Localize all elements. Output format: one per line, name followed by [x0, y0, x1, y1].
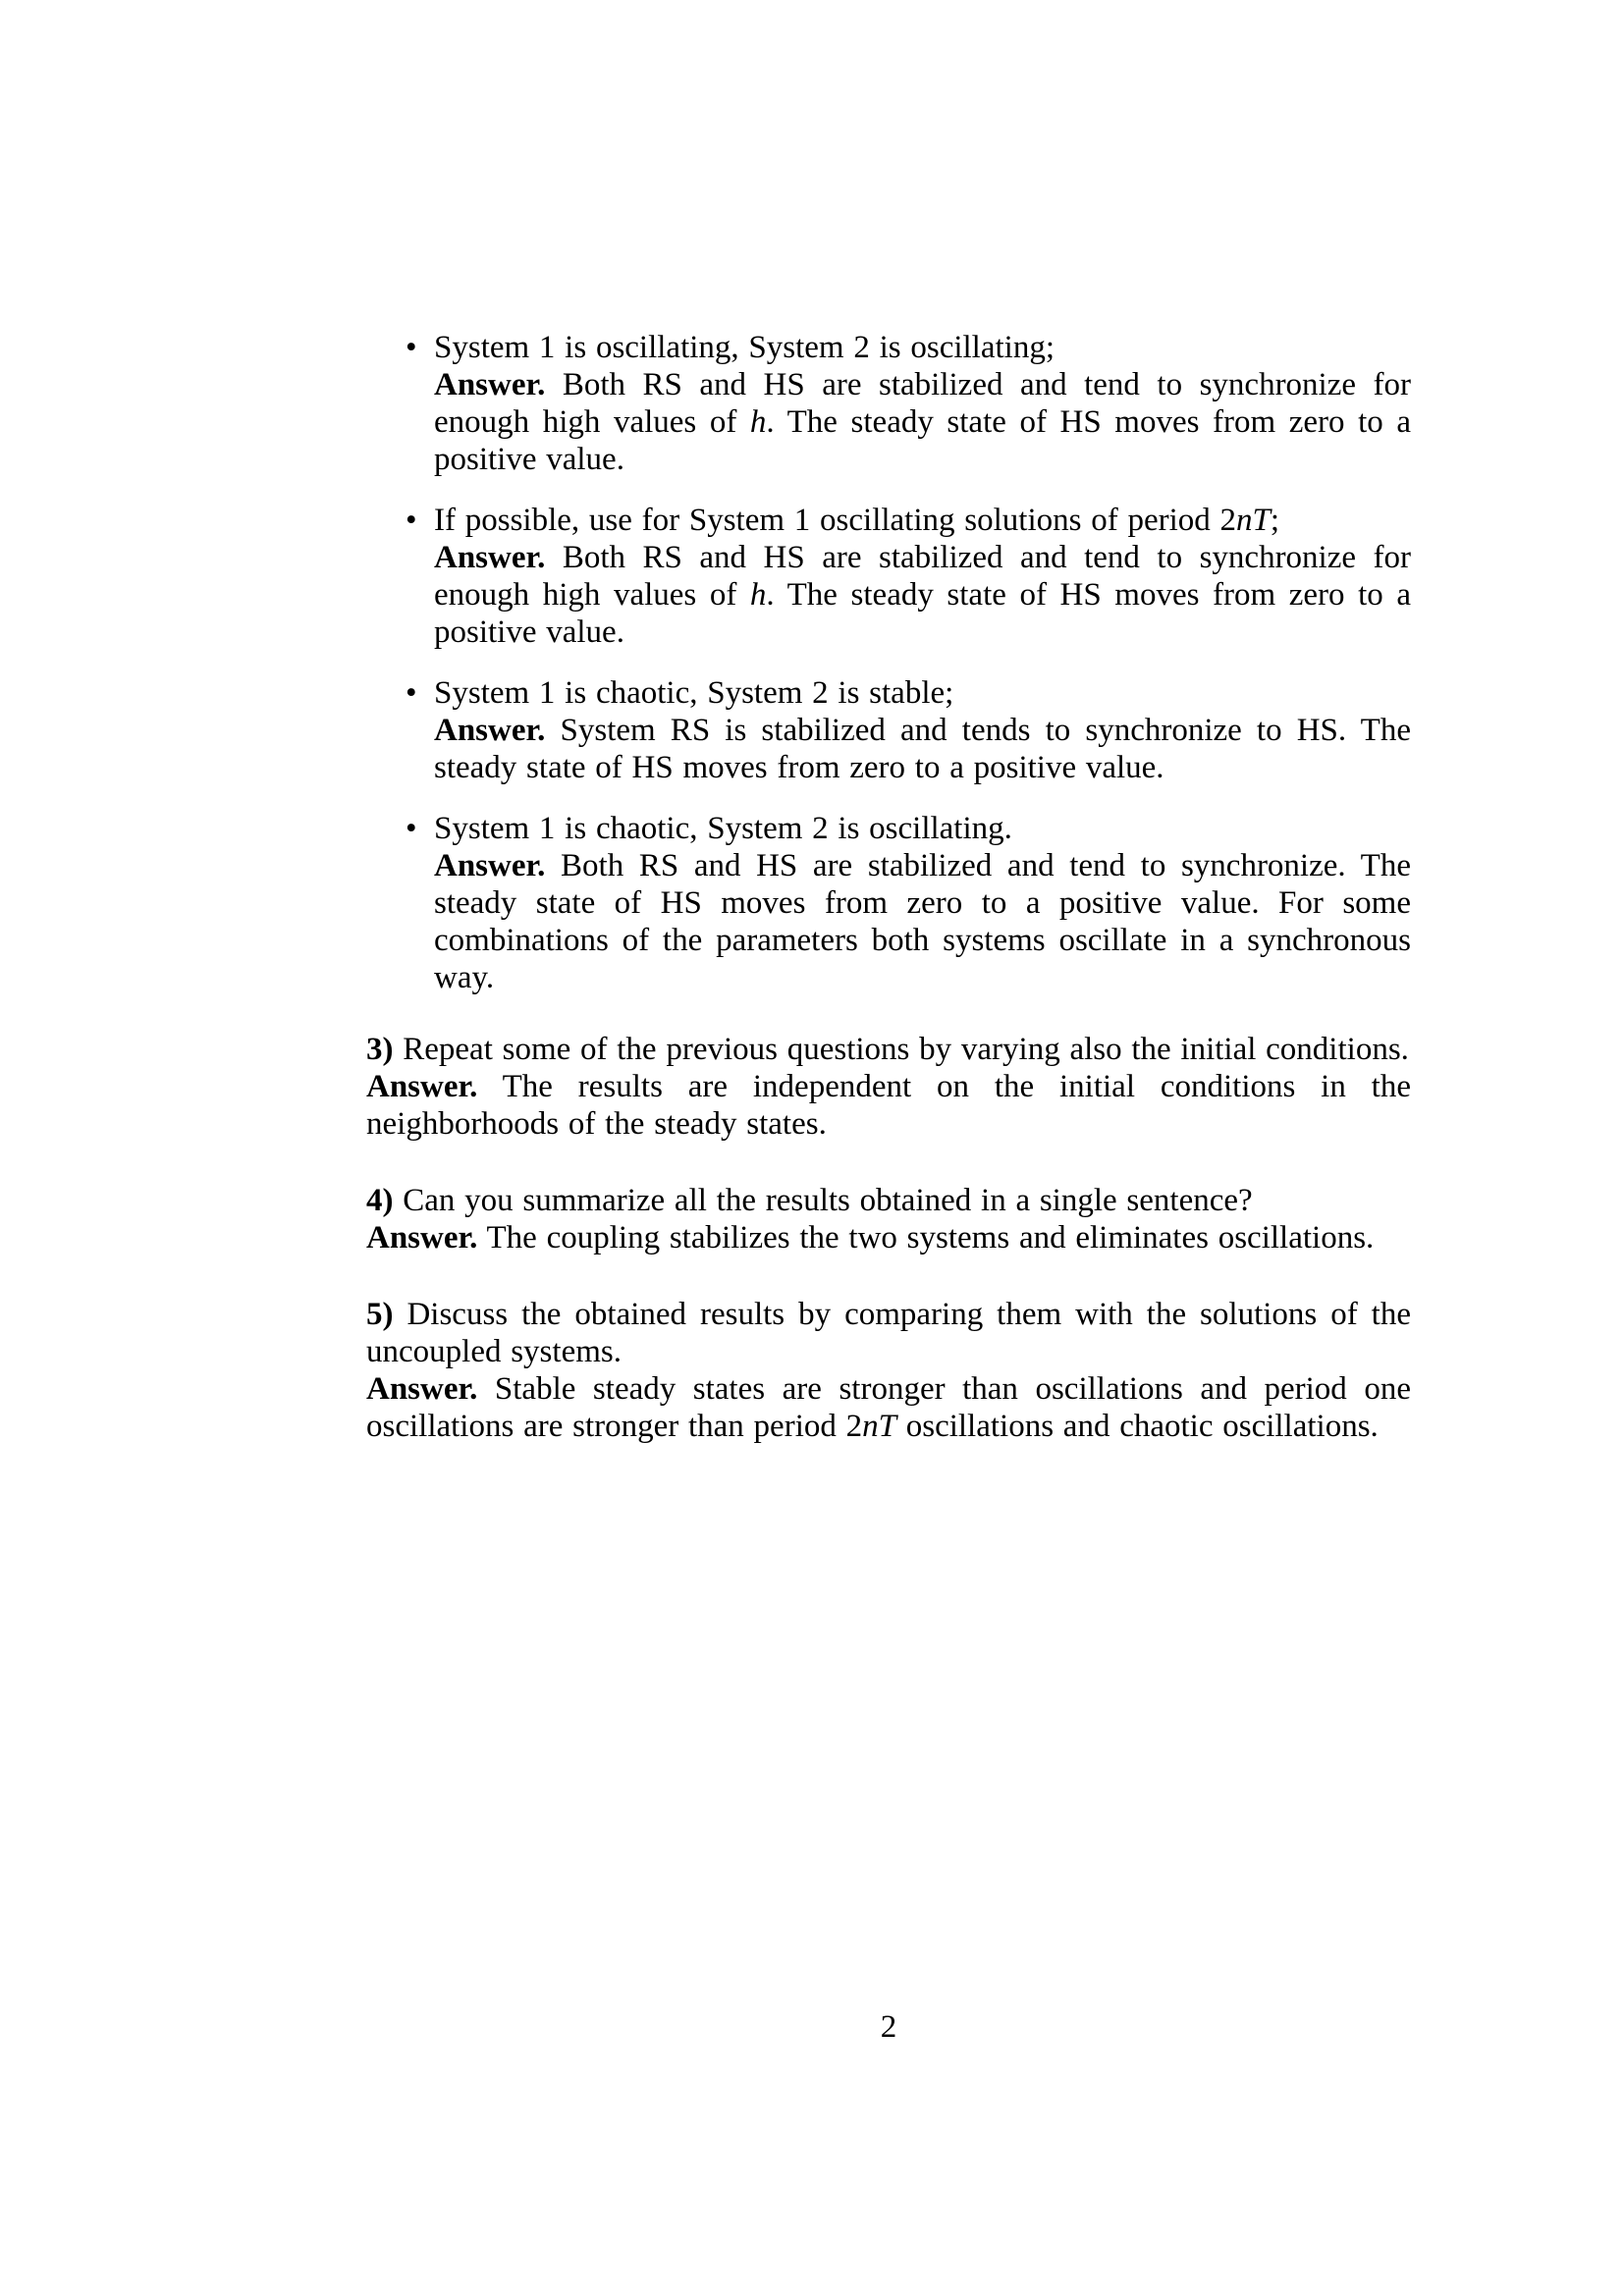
- answer-text: Both RS and HS are stabilized and tend to synchronize for enough high values of: [434, 367, 1411, 440]
- bullet-question-text: ;: [1270, 503, 1280, 538]
- question-line: [366, 1031, 1411, 1068]
- answer-text: The results are independent on the initial conditions in the neighborhoods of the steady states.: [366, 1069, 1411, 1142]
- math-variable: h: [749, 577, 767, 613]
- page-content: [366, 329, 1411, 1445]
- bullet-item-body: [434, 329, 1411, 478]
- question-number: 4): [366, 1183, 394, 1218]
- bullet-answer: [434, 539, 1411, 651]
- bullet-item-3: [366, 674, 1411, 786]
- bullet-item-body: [434, 674, 1411, 786]
- page-footer: [366, 2008, 1411, 2046]
- question-answer: [366, 1219, 1411, 1256]
- answer-label: Answer.: [434, 540, 546, 575]
- bullet-question: [434, 810, 1411, 847]
- bullet-answer: [434, 366, 1411, 478]
- answer-text: . The steady state of HS moves from zero to a positive value.: [434, 577, 1411, 650]
- bullet-question-text: System 1 is chaotic, System 2 is oscillating.: [434, 811, 1012, 846]
- bullet-icon: •: [406, 503, 417, 538]
- question-line: [366, 1296, 1411, 1370]
- answer-label: Answer.: [366, 1220, 478, 1255]
- answer-text: Both RS and HS are stabilized and tend to synchronize for enough high values of: [434, 540, 1411, 613]
- bullet-question-text: System 1 is oscillating, System 2 is oscillating;: [434, 330, 1056, 365]
- math-variable: nT: [862, 1409, 896, 1444]
- bullet-item-2: [366, 502, 1411, 651]
- bullet-question: [434, 674, 1411, 712]
- answer-text: oscillations and chaotic oscillations.: [895, 1409, 1379, 1444]
- bullet-item-4: [366, 810, 1411, 996]
- question-text: Can you summarize all the results obtained in a single sentence?: [393, 1183, 1253, 1218]
- bullet-icon: •: [406, 675, 417, 711]
- bullet-item-1: [366, 329, 1411, 478]
- answer-text: System RS is stabilized and tends to synchronize to HS. The steady state of HS moves from zero to a positive value.: [434, 713, 1411, 785]
- bullet-answer: [434, 712, 1411, 786]
- question-block-5: [366, 1296, 1411, 1445]
- bullet-icon: •: [406, 811, 417, 846]
- question-block-3: [366, 1031, 1411, 1143]
- question-number: 5): [366, 1297, 394, 1332]
- question-line: [366, 1182, 1411, 1219]
- bullet-item-body: [434, 810, 1411, 996]
- page-number: 2: [880, 2009, 897, 2045]
- answer-label: Answer.: [434, 367, 546, 402]
- answer-label: Answer.: [366, 1371, 478, 1407]
- question-number: 3): [366, 1032, 394, 1067]
- answer-text: . The steady state of HS moves from zero to a positive value.: [434, 404, 1411, 477]
- question-text: Discuss the obtained results by comparing them with the solutions of the uncoupled systems.: [366, 1297, 1411, 1369]
- bullet-icon: •: [406, 330, 417, 365]
- bullet-question: [434, 329, 1411, 366]
- bullet-question-text: System 1 is chaotic, System 2 is stable;: [434, 675, 954, 711]
- answer-text: Both RS and HS are stabilized and tend to synchronize. The steady state of HS moves from zero to a positive value. For some combinations of the parameters both systems oscillate in a synchronous way.: [434, 848, 1411, 995]
- bullet-list: [366, 329, 1411, 996]
- math-variable: nT: [1236, 503, 1271, 538]
- bullet-question: [434, 502, 1411, 539]
- question-answer: [366, 1370, 1411, 1445]
- question-text: Repeat some of the previous questions by varying also the initial conditions.: [393, 1032, 1409, 1067]
- answer-label: Answer.: [434, 848, 546, 883]
- bullet-answer: [434, 847, 1411, 996]
- bullet-item-body: [434, 502, 1411, 651]
- answer-text: The coupling stabilizes the two systems and eliminates oscillations.: [477, 1220, 1375, 1255]
- math-variable: h: [749, 404, 767, 440]
- bullet-question-text: If possible, use for System 1 oscillating solutions of period 2: [434, 503, 1237, 538]
- question-block-4: [366, 1182, 1411, 1256]
- answer-text: Stable steady states are stronger than oscillations and period one oscillations are stronger than period 2: [366, 1371, 1411, 1444]
- answer-label: Answer.: [366, 1069, 478, 1104]
- question-answer: [366, 1068, 1411, 1143]
- answer-label: Answer.: [434, 713, 546, 748]
